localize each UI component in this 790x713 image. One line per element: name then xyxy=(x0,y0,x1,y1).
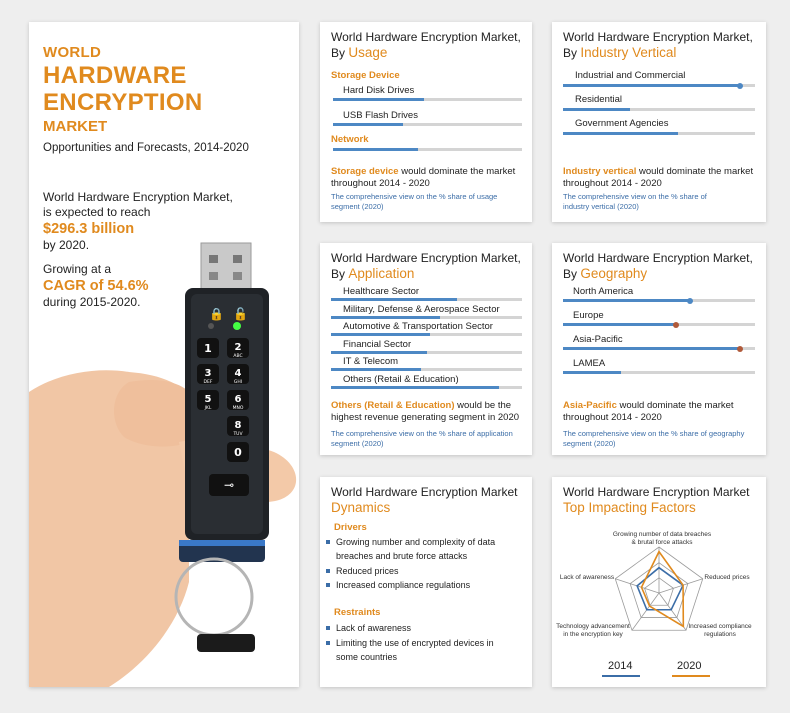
hero-title-market: MARKET xyxy=(43,118,108,135)
application-item-label: Financial Sector xyxy=(343,339,412,350)
factors-card xyxy=(552,477,766,687)
radar-axis-label-line1: Reduced prices xyxy=(704,574,750,581)
industry-title-highlight: Industry Vertical xyxy=(580,45,677,60)
application-bar xyxy=(331,333,522,336)
industry-bar-government-fill xyxy=(563,132,678,135)
restraint-item-line1: Limiting the use of encrypted devices in xyxy=(336,638,494,648)
radar-axis-label-line1: Increased compliance xyxy=(688,623,752,630)
geography-title-highlight: Geography xyxy=(580,266,648,281)
application-conclusion-line2: highest revenue generating segment in 2020 xyxy=(331,412,520,423)
application-conclusion xyxy=(331,400,519,424)
geography-bar-apac-fill xyxy=(563,347,740,350)
driver-item-line1: Growing number and complexity of data xyxy=(336,537,496,547)
application-bar xyxy=(331,351,522,354)
application-item-label: Others (Retail & Education) xyxy=(343,374,459,385)
usb-drive-illustration xyxy=(29,22,299,687)
application-conclusion-rest: would be the xyxy=(454,400,512,411)
usage-bar-usb-fill xyxy=(333,123,403,126)
legend-2020-swatch xyxy=(672,675,710,677)
usage-title xyxy=(331,30,521,61)
geography-bar-na xyxy=(563,299,755,302)
application-bar xyxy=(331,298,522,301)
industry-note xyxy=(563,192,707,211)
radar-axis-label-line1: Growing number of data breaches xyxy=(612,531,712,538)
market-text-2: is expected to reach xyxy=(43,205,151,219)
application-title-highlight: Application xyxy=(348,266,415,281)
radar-axis-line xyxy=(659,593,686,630)
usage-conclusion-rest: would dominate the market xyxy=(398,166,516,177)
hero-subtitle: Opportunities and Forecasts, 2014-2020 xyxy=(43,142,249,154)
industry-bar-government xyxy=(563,132,755,135)
usage-title-prefix: By xyxy=(331,46,349,60)
usage-item-label: Hard Disk Drives xyxy=(343,85,415,96)
radar-axis-label-line2: regulations xyxy=(704,631,736,638)
key-8: 8 xyxy=(234,420,242,431)
usage-conclusion-line2: throughout 2014 - 2020 xyxy=(331,178,430,189)
drivers-heading: Drivers xyxy=(334,522,367,533)
geography-conclusion-rest: would dominate the market xyxy=(616,400,734,411)
factors-title-highlight: Top Impacting Factors xyxy=(563,500,696,515)
geography-bar-lamea-fill xyxy=(563,371,621,374)
driver-item xyxy=(326,578,546,592)
industry-title xyxy=(563,30,753,61)
driver-item xyxy=(326,564,546,578)
application-bar-fill xyxy=(331,351,427,354)
key-2: 2 xyxy=(234,342,242,353)
geography-bar-na-marker xyxy=(687,298,693,304)
restraint-item xyxy=(326,621,546,635)
geography-item-label: LAMEA xyxy=(573,358,606,369)
application-title-prefix: By xyxy=(331,267,349,281)
industry-item-label: Government Agencies xyxy=(575,118,669,129)
industry-item-label: Industrial and Commercial xyxy=(575,70,686,81)
dynamics-card xyxy=(320,477,532,687)
usage-title-line1: World Hardware Encryption Market, xyxy=(331,30,521,44)
geography-conclusion xyxy=(563,400,734,424)
geography-title-line1: World Hardware Encryption Market, xyxy=(563,251,753,265)
geography-item-label: Europe xyxy=(573,310,604,321)
geography-item-label: Asia-Pacific xyxy=(573,334,623,345)
geography-conclusion-line2: throughout 2014 - 2020 xyxy=(563,412,662,423)
market-text-1: World Hardware Encryption Market, xyxy=(43,190,233,204)
application-bar-fill xyxy=(331,316,440,319)
key-3-letters: DEF xyxy=(203,380,213,385)
key-6-letters: MNO xyxy=(232,406,244,411)
driver-item-line2: breaches and brute force attacks xyxy=(336,551,468,561)
application-bar xyxy=(331,316,522,319)
application-note xyxy=(331,429,513,448)
usage-note xyxy=(331,192,497,211)
usage-conclusion xyxy=(331,166,515,190)
geography-item-label: North America xyxy=(573,286,634,297)
usage-note-line1: The comprehensive view on the % share of usage xyxy=(331,192,498,201)
usage-card xyxy=(320,22,532,222)
usage-item-label: USB Flash Drives xyxy=(343,110,418,121)
restraint-item-line2: some countries xyxy=(336,652,398,662)
application-note-line2: segment (2020) xyxy=(331,438,384,448)
usage-bar-usb xyxy=(333,123,522,126)
application-item-label: IT & Telecom xyxy=(343,356,399,367)
key-4-letters: GHI xyxy=(233,380,243,385)
application-title xyxy=(331,251,521,282)
key-5: 5 xyxy=(204,394,212,405)
usage-section-storage: Storage Device xyxy=(331,70,400,81)
application-bar xyxy=(331,386,522,389)
industry-title-prefix: By xyxy=(563,46,581,60)
key-icon: ⊸ xyxy=(223,478,235,492)
key-8-letters: TUV xyxy=(233,432,243,437)
market-text-3: by 2020. xyxy=(43,238,90,252)
growth-text-1: Growing at a xyxy=(43,262,112,276)
key-3: 3 xyxy=(204,368,212,379)
industry-bar-industrial-fill xyxy=(563,84,740,87)
application-bar xyxy=(331,368,522,371)
industry-conclusion-line2: throughout 2014 - 2020 xyxy=(563,178,662,189)
application-title-line1: World Hardware Encryption Market, xyxy=(331,251,521,265)
usage-bar-hdd-fill xyxy=(333,98,424,101)
industry-card xyxy=(552,22,766,222)
industry-conclusion-highlight: Industry vertical xyxy=(563,166,637,177)
application-conclusion-highlight: Others (Retail & Education) xyxy=(331,400,455,411)
usage-bar-hdd xyxy=(333,98,522,101)
industry-item-label: Residential xyxy=(575,94,622,105)
usage-bar-network xyxy=(333,148,522,151)
usage-bar-network-fill xyxy=(333,148,418,151)
radar-axis-label-line2: in the encryption key xyxy=(563,631,623,638)
geography-conclusion-highlight: Asia-Pacific xyxy=(563,400,617,411)
geography-bar-na-fill xyxy=(563,299,690,302)
geography-bar-apac-marker xyxy=(737,346,743,352)
application-bar-fill xyxy=(331,333,430,336)
industry-bar-residential-fill xyxy=(563,108,630,111)
application-item-label: Automotive & Transportation Sector xyxy=(343,321,493,332)
industry-note-line1: The comprehensive view on the % share of xyxy=(563,192,707,201)
geography-title-prefix: By xyxy=(563,267,581,281)
key-5-letters: JKL xyxy=(204,406,212,411)
dynamics-title-line1: World Hardware Encryption Market xyxy=(331,485,518,499)
radar-axis-label-line1: Technology advancement xyxy=(556,623,630,630)
usage-note-line2: segment (2020) xyxy=(331,201,384,211)
industry-bar-industrial-marker xyxy=(737,83,743,89)
application-item-label: Healthcare Sector xyxy=(343,286,420,297)
restraints-heading: Restraints xyxy=(334,607,381,618)
industry-conclusion-rest: would dominate the market xyxy=(636,166,754,177)
key-4: 4 xyxy=(234,368,242,379)
svg-text:🔒: 🔒 xyxy=(209,307,224,321)
dynamics-title xyxy=(331,485,518,515)
usage-conclusion-highlight: Storage device xyxy=(331,166,399,177)
geography-bar-europe-marker xyxy=(673,322,679,328)
geography-bar-europe xyxy=(563,323,755,326)
application-bar-fill xyxy=(331,298,457,301)
restraint-item xyxy=(326,636,546,664)
driver-item xyxy=(326,535,546,563)
driver-item-line1: Increased compliance regulations xyxy=(336,580,471,590)
geography-bar-europe-fill xyxy=(563,323,676,326)
radar-axis-label-line1: Lack of awareness xyxy=(559,574,615,581)
key-2-letters: ABC xyxy=(233,354,243,359)
application-bar-fill xyxy=(331,386,499,389)
key-1: 1 xyxy=(204,342,212,355)
geography-note-line2: segment (2020) xyxy=(563,438,616,448)
industry-conclusion xyxy=(563,166,753,190)
geography-card xyxy=(552,243,766,455)
application-bar-fill xyxy=(331,368,421,371)
industry-bar-industrial xyxy=(563,84,755,87)
dynamics-title-highlight: Dynamics xyxy=(331,500,391,515)
usage-title-highlight: Usage xyxy=(348,45,388,60)
application-note-line1: The comprehensive view on the % share of application xyxy=(331,429,513,438)
radar-axis-label-line2: & brutal force attacks xyxy=(631,539,693,546)
geography-bar-apac xyxy=(563,347,755,350)
legend-2020: 2020 xyxy=(677,660,702,672)
geography-note xyxy=(563,429,744,448)
hero-title-encryption: ENCRYPTION xyxy=(43,89,203,116)
geography-bar-lamea xyxy=(563,371,755,374)
hero-title-hardware: HARDWARE xyxy=(43,62,187,89)
hero-panel xyxy=(29,22,299,687)
legend-2014: 2014 xyxy=(608,660,633,672)
restraint-item-line1: Lack of awareness xyxy=(336,623,412,633)
key-0: 0 xyxy=(234,446,242,459)
radar-chart xyxy=(552,477,766,687)
svg-text:🔓: 🔓 xyxy=(233,307,248,321)
industry-title-line1: World Hardware Encryption Market, xyxy=(563,30,753,44)
application-item-label: Military, Defense & Aerospace Sector xyxy=(343,304,500,315)
growth-value: CAGR of 54.6% xyxy=(43,278,149,294)
factors-title-line1: World Hardware Encryption Market xyxy=(563,485,750,499)
industry-note-line2: industry vertical (2020) xyxy=(563,201,639,211)
driver-item-line1: Reduced prices xyxy=(336,566,399,576)
industry-bar-residential xyxy=(563,108,755,111)
legend-2014-swatch xyxy=(602,675,640,677)
geography-title xyxy=(563,251,753,282)
hero-title-world: WORLD xyxy=(43,44,102,61)
growth-text-2: during 2015-2020. xyxy=(43,295,141,309)
application-card xyxy=(320,243,532,455)
key-6: 6 xyxy=(234,394,242,405)
market-value: $296.3 billion xyxy=(43,221,135,237)
usage-section-network: Network xyxy=(331,134,369,145)
geography-note-line1: The comprehensive view on the % share of geography xyxy=(563,429,745,438)
